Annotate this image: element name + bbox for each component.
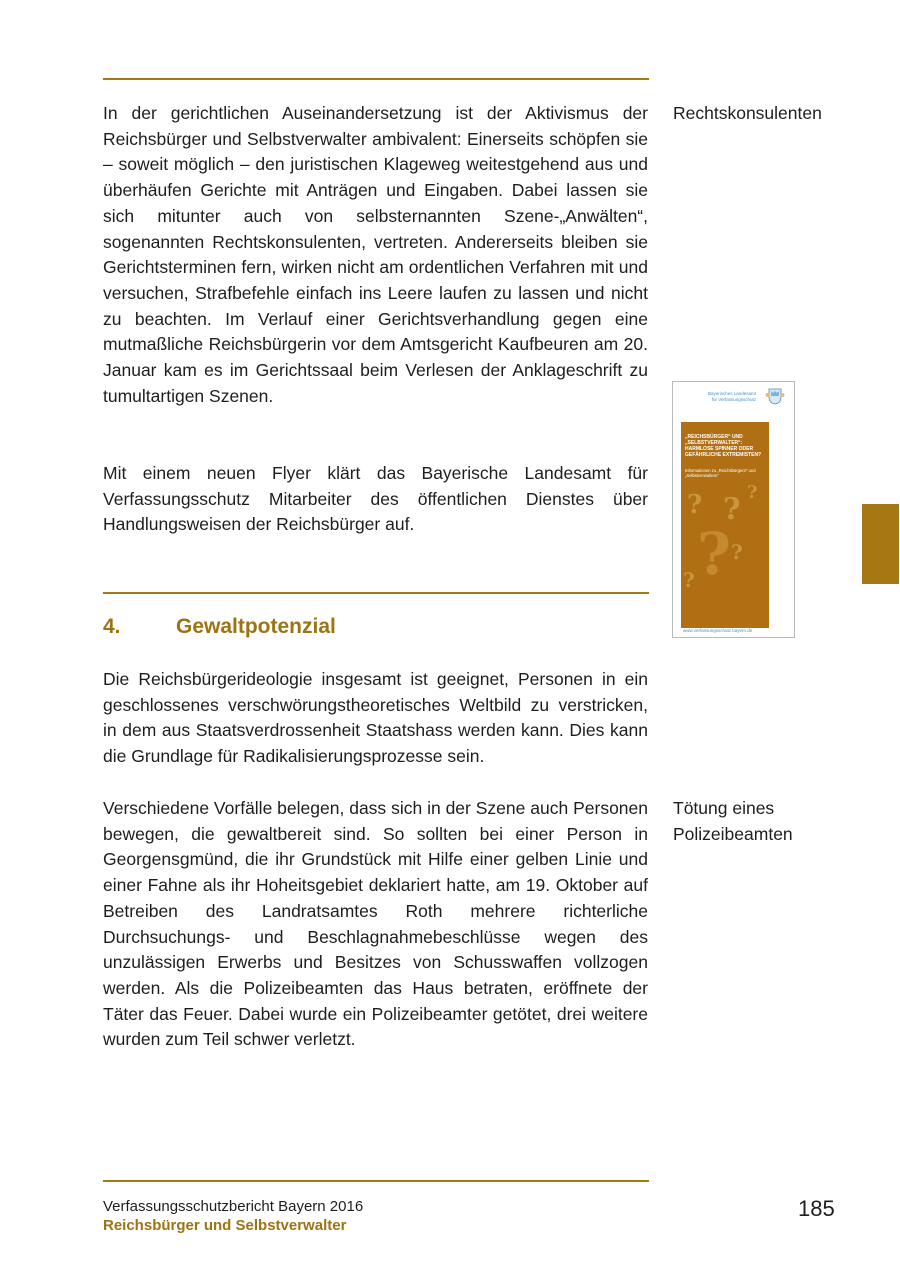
question-mark-icon: ? (723, 492, 741, 527)
footer-report-title: Verfassungsschutzbericht Bayern 2016 (103, 1198, 364, 1215)
chapter-thumb-tab (862, 504, 899, 584)
flyer-title: „REICHSBÜRGER“ UND „SELBSTVERWALTER“: HARMLOSE SPINNER ODER GEFÄHRLICHE EXTREMISTEN? (685, 434, 762, 458)
flyer-thumbnail-image (672, 381, 795, 638)
footer-chapter-title: Reichsbürger und Selbstverwalter (103, 1217, 347, 1234)
footer-rule (103, 1180, 649, 1182)
section-rule (103, 592, 649, 594)
flyer-issuer: Bayerisches Landesamt für Verfassungsschutz (707, 391, 756, 402)
flyer-url: www.verfassungsschutz.bayern.de (683, 628, 753, 633)
bavarian-crest-icon (765, 387, 785, 405)
body-paragraph-ideologie: Die Reichsbürgerideologie insgesamt ist geeignet, Personen in ein geschlossenes verschwörungstheoretisches Weltbild zu verstricken, in dem aus Staatsverdrossenheit Staatshass werden kann. Dies kann die Grundlage für Radikalisierungsprozesse sein. (103, 669, 648, 767)
section-number: 4. (103, 615, 121, 638)
section-title: Gewaltpotenzial (176, 615, 336, 638)
margin-note-toetung: Tötung eines Polizeibeamten (673, 798, 793, 844)
question-mark-icon: ? (683, 568, 695, 592)
margin-note-rechtskonsulenten: Rechtskonsulenten (673, 103, 822, 123)
body-paragraph-flyer: Mit einem neuen Flyer klärt das Bayerische Landesamt für Verfassungsschutz Mitarbeiter des öffentlichen Dienstes über Handlungsweisen der Reichsbürger auf. (103, 463, 648, 535)
question-mark-icon: ? (731, 540, 743, 564)
question-mark-icon: ? (687, 490, 703, 520)
body-paragraph-vorfaelle: Verschiedene Vorfälle belegen, dass sich in der Szene auch Personen bewegen, die gewaltbereit sind. So sollten bei einer Person in Georgensgmünd, die ihr Grundstück mit Hilfe einer gelben Linie und einer Fahne als ihr Hoheitsgebiet deklariert hatte, am 19. Oktober auf Betreiben des Landratsamtes Roth mehrere richterliche Durchsuchungs- und Beschlagnahmebeschlüsse wegen des unzulässigen Erwerbs und Besitzes von Schusswaffen vollzogen werden. Als die Polizeibeamten das Haus betraten, eröffnete der Täter das Feuer. Dabei wurde ein Polizeibeamter getötet, drei weitere wurden zum Teil schwer verletzt. (103, 798, 648, 1050)
flyer-subtitle: Informationen zu „Reichsbürgern“ und „Selbstverwaltern“ (685, 468, 756, 478)
section-heading (103, 613, 336, 641)
question-mark-icon: ? (747, 482, 758, 503)
body-paragraph-aktivismus: In der gerichtlichen Auseinandersetzung ist der Aktivismus der Reichsbürger und Selbstverwalter ambivalent: Einerseits schöpfen sie – soweit möglich – den juristischen Klageweg weitestgehend aus und überhäufen Gerichte mit Anträgen und Eingaben. Dabei lassen sie sich mitunter auch von selbsternannten Szene-„Anwälten“, sogenannten Rechtskonsulenten, vertreten. Andererseits bleiben sie Gerichtsterminen fern, wirken nicht am ordentlichen Verfahren mit und versuchen, Strafbefehle einfach ins Leere laufen zu lassen und nicht zu beachten. Im Verlauf einer Gerichtsverhandlung gegen eine mutmaßliche Reichsbürgerin vor dem Amtsgericht Kaufbeuren am 20. Januar kam es im Gerichtssaal beim Verlesen der Anklageschrift zu tumultartigen Szenen. (103, 103, 648, 406)
top-rule (103, 78, 649, 80)
question-mark-icon: ? (697, 520, 731, 588)
page-number: 185 (798, 1196, 835, 1221)
